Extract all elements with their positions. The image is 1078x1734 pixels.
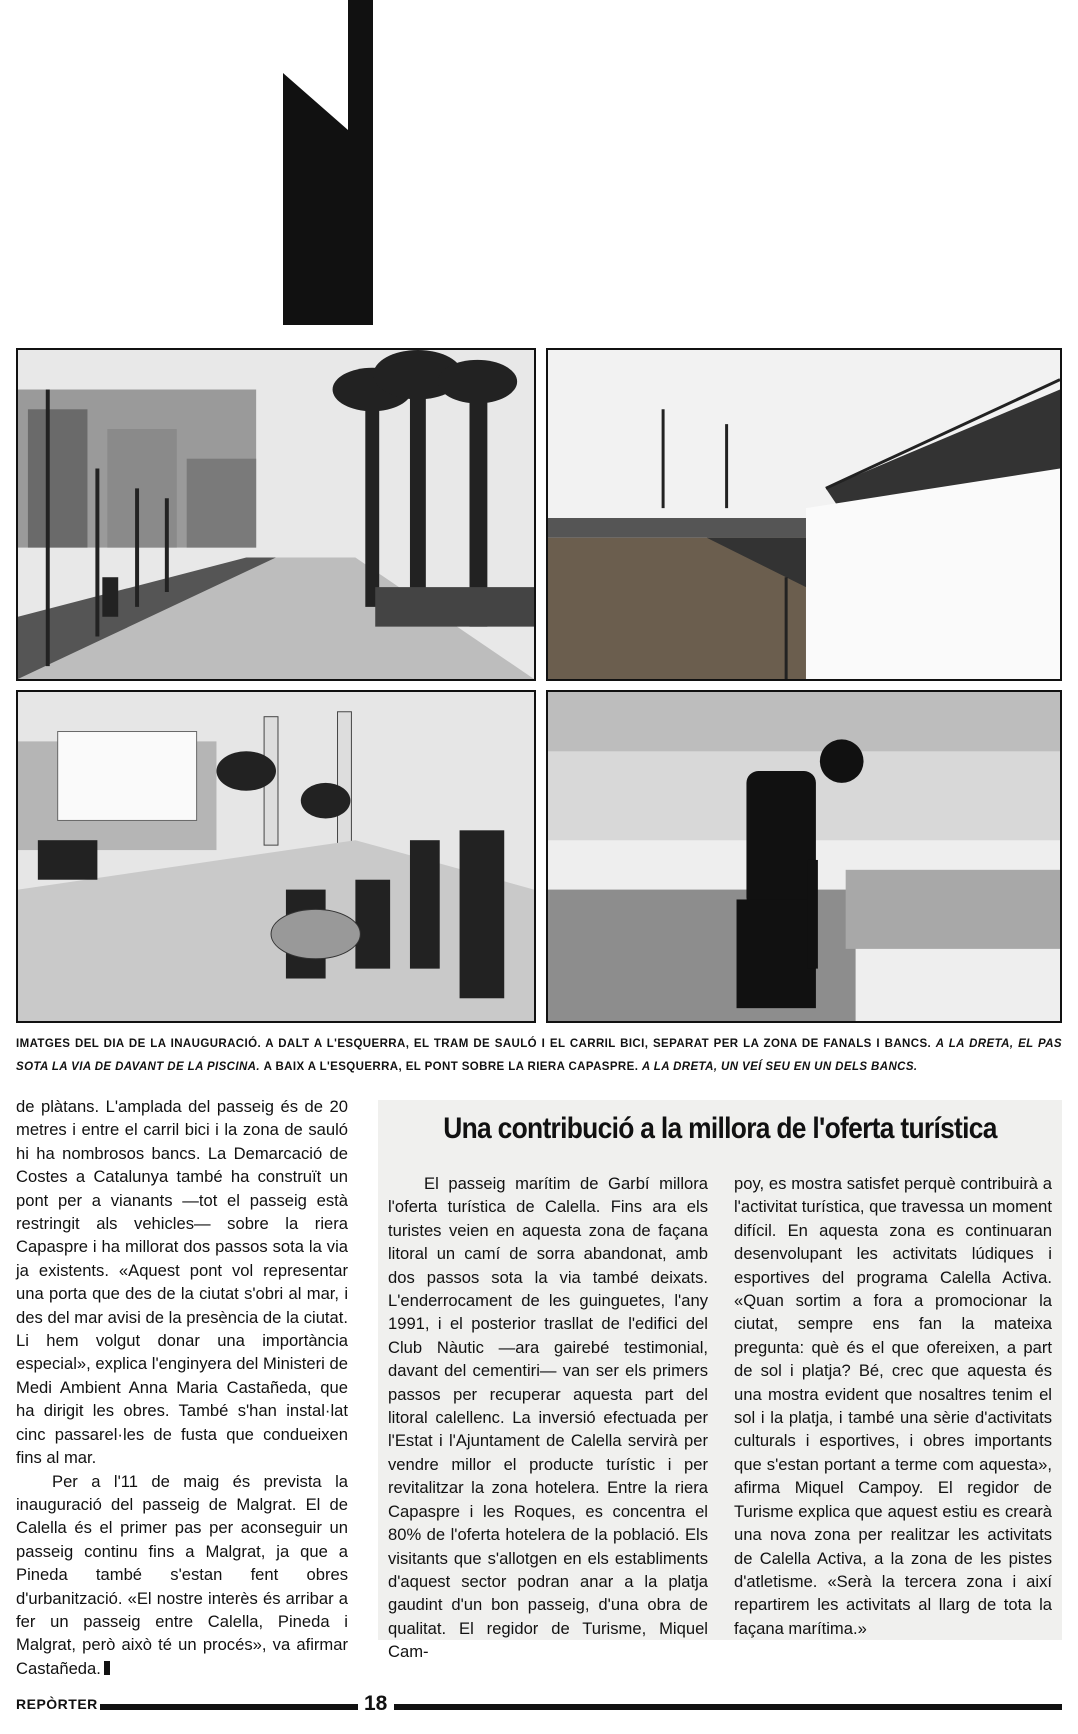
photo-promenade (16, 348, 536, 681)
photo-bench-resident (546, 690, 1062, 1023)
article-paragraph-text: Per a l'11 de maig és prevista la inauguració del passeig de Malgrat. El de Calella és el primer pas per aconseguir un passeig continu fins a Malgrat, ja que a Pineda també s'estan fent obres d'urbanització. «El nostre interès és arribar a fer un passeig entre Calella, Pineda i Malgrat, però això té un procés», va afirmar Castañeda. (16, 1471, 348, 1678)
page-footer (16, 1692, 1062, 1718)
page-number: 18 (364, 1692, 388, 1715)
sidebar-column-1 (388, 1172, 708, 1664)
article-paragraph: de plàtans. L'amplada del passeig és de 20 metres i entre el carril bici i la zona de sauló hi ha nombrosos bancs. La Demarcació de Costes a Catalunya també ha construït un pont per a vianants —tot el passeig està restringit als vehicles— sobre la riera Capaspre i ha millorat dos passos sota la via ja existents. «Aquest pont vol representar una porta que des de la ciutat s'obri al mar, i des del mar avisi de la presència de la ciutat. Li hem volgut donar una importància especial», explica l'enginyera del Ministeri de Medi Ambient Anna Maria Castañeda, que ha dirigit les obres. També s'han instal·lat cinc passarel·les de fusta que condueixen fins al mar. (16, 1097, 348, 1468)
sidebar-paragraph: poy, es mostra satisfet perquè contribuirà a l'activitat turística, que travessa un moment difícil. En aquesta zona es continuaran desenvolupant les activitats lúdiques i esportives del programa Calella Activa. «Quan sortim a fora a promocionar la ciutat, sempre ens fan la mateixa pregunta: què és el que ofereixen, a part de sol i platja? Bé, crec que aquesta és una mostra evident que nosaltres tenim el sol i la platja, i també una sèrie d'activitats culturals i esportives, i obres importants que s'estan portant a terme com aquesta», afirma Miquel Campoy. El regidor de Turisme explica que aquest estiu es crearà una nova zona per realitzar les activitats de Calella Activa, a la zona de les pistes d'atletisme. «Serà la tercera zona i així repartirem les activitats al llarg de tota la façana marítima.» (734, 1174, 1052, 1638)
photo-caption (16, 1033, 1062, 1079)
caption-part: IMATGES DEL DIA DE LA INAUGURACIÓ. A DALT A L'ESQUERRA, EL TRAM DE SAULÓ I EL CARRIL BICI, SEPARAT PER LA ZONA DE FANALS I BANCS. (16, 1038, 936, 1050)
footer-rule-left (100, 1704, 358, 1710)
caption-part: A BAIX A L'ESQUERRA, EL PONT SOBRE LA RIERA CAPASPRE. (263, 1061, 642, 1073)
article-left-column (16, 1095, 348, 1680)
photo-bridge (16, 690, 536, 1023)
sidebar-column-2 (734, 1172, 1052, 1640)
publication-name: REPÒRTER (16, 1696, 98, 1712)
end-square-icon (104, 1661, 110, 1675)
sidebar-title: Una contribució a la millora de l'oferta turística (443, 1112, 997, 1145)
footer-rule-right (394, 1704, 1062, 1710)
photo-underpass (546, 348, 1062, 681)
caption-part: A LA DRETA, UN VEÍ SEU EN UN DELS BANCS. (641, 1061, 918, 1073)
section-logo-icon (283, 0, 373, 325)
article-paragraph (16, 1470, 348, 1681)
sidebar-paragraph: El passeig marítim de Garbí millora l'oferta turística de Calella. Fins ara els turistes veien en aquesta zona de façana litoral un camí de sorra abandonat, amb dos passos sota la via també deixats. L'enderrocament de les guinguetes, l'any 1991, i el posterior trasllat de l'edifici del Club Nàutic —ara gairebé testimonial, davant del cementiri— van ser els primers passos per recuperar aquesta part del litoral calellenc. La inversió efectuada per l'Estat i l'Ajuntament de Calella servirà per vendre millor el producte turístic i per revitalitzar la zona hotelera. Entre la riera Capaspre i les Roques, es concentra el 80% de l'oferta hotelera de la població. Els visitants que s'allotgen en els establiments d'aquest sector podran anar a la platja gaudint d'un bon passeig, d'una obra de qualitat. El regidor de Turisme, Miquel Cam- (388, 1174, 708, 1662)
caption-part: A LA DRETA, EL PAS SOTA LA VIA DE DAVANT DE LA PISCINA. (16, 1038, 1062, 1073)
